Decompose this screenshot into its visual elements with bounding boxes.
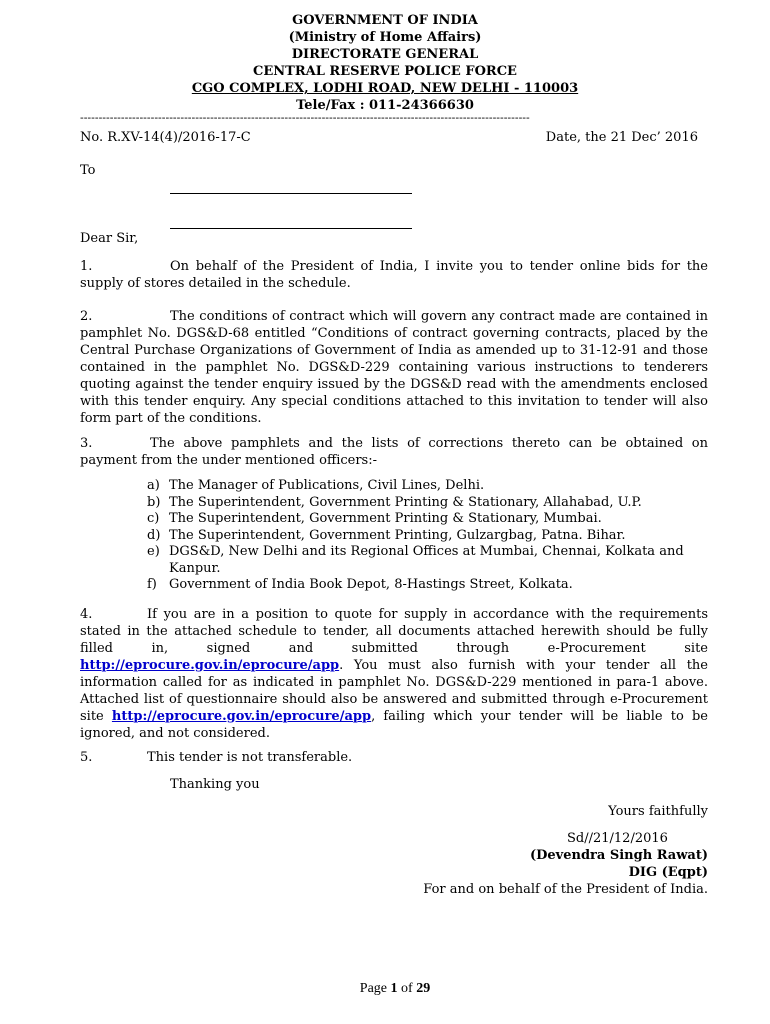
- paragraph-3-text: The above pamphlets and the lists of corrections thereto can be obtained on payment from the under mentioned officers:-: [80, 436, 708, 468]
- header-crpf: CENTRAL RESERVE POLICE FORCE: [253, 64, 517, 79]
- paragraph-4-text-c: , failing which your tender will be liable to be ignored, and not considered.: [80, 709, 708, 741]
- header-government: GOVERNMENT OF INDIA: [292, 13, 478, 28]
- paragraph-4-text-b: . You must also furnish with your tender all the information called for as indicated in pamphlet No. DGS&D-229 mentioned in para-1 above. Attached list of questionnaire should also be answered and submitted through e-Procurement site: [80, 658, 708, 724]
- list-item-text: The Manager of Publications, Civil Lines, Delhi.: [169, 478, 485, 493]
- thanking-you: Thanking you: [170, 777, 260, 792]
- list-item-text: The Superintendent, Government Printing, Gulzargbag, Patna. Bihar.: [169, 527, 626, 543]
- paragraph-2-text: The conditions of contract which will govern any contract made are contained in pamphlet No. DGS&D-68 entitled “Conditions of contract governing contracts, placed by the Central Purchase Organizations of Government of India as amended up to 31-12-91 and those contained in the pamphlet No. DGS&D-229 containing various instructions to tenderers quoting against the tender enquiry issued by the DGS&D read with the amendments enclosed with this tender enquiry. Any special conditions attached to this invitation to tender will also form part of the conditions.: [80, 309, 708, 426]
- addressee-line-2: [170, 228, 412, 229]
- eprocure-link-1[interactable]: http://eprocure.gov.in/eprocure/app: [80, 658, 340, 673]
- paragraph-1-text: On behalf of the President of India, I invite you to tender online bids for the supply of stores detailed in the schedule.: [80, 259, 708, 291]
- officers-list: [147, 478, 708, 594]
- header-separator: -------------------------------------------------------------------------------------------------------------------------: [80, 112, 530, 124]
- list-item: [147, 544, 708, 577]
- paragraph-5-text: This tender is not transferable.: [147, 750, 353, 765]
- addressee-line-1: [170, 193, 412, 194]
- signatory-behalf: For and on behalf of the President of India.: [423, 882, 708, 897]
- paragraph-1: [80, 258, 708, 292]
- list-item-text: DGS&D, New Delhi and its Regional Offices at Mumbai, Chennai, Kolkata and Kanpur.: [169, 544, 684, 576]
- salutation: Dear Sir,: [80, 231, 139, 246]
- paragraph-2: [80, 308, 708, 427]
- list-item: [147, 528, 708, 545]
- footer-of-word: of: [401, 981, 413, 996]
- list-item-text: The Superintendent, Government Printing & Stationary, Allahabad, U.P.: [169, 494, 642, 510]
- list-item-label: b): [147, 494, 161, 510]
- paragraph-4-number: 4.: [80, 607, 93, 622]
- header-directorate: DIRECTORATE GENERAL: [291, 47, 479, 62]
- list-item-text: Government of India Book Depot, 8-Hastings Street, Kolkata.: [169, 577, 573, 592]
- paragraph-2-number: 2.: [80, 309, 93, 324]
- eprocure-link-2[interactable]: http://eprocure.gov.in/eprocure/app: [111, 709, 372, 724]
- list-item: [147, 577, 708, 594]
- header-address: [0, 80, 770, 97]
- paragraph-4-text-a: If you are in a position to quote for supply in accordance with the requirements stated in the attached schedule to tender, all documents attached herewith should be fully filled in, signed and submitted through e-Procurement site: [80, 607, 708, 656]
- footer-total-pages: 29: [416, 981, 431, 996]
- to-label: To: [80, 163, 96, 178]
- signatory-name: (Devendra Singh Rawat): [529, 848, 708, 863]
- footer-page-word: Page: [359, 981, 388, 996]
- reference-number: No. R.XV-14(4)/2016-17-C: [80, 130, 251, 145]
- list-item: [147, 495, 708, 512]
- list-item-text: The Superintendent, Government Printing & Stationary, Mumbai.: [169, 511, 602, 526]
- header-telefax: Tele/Fax : 011-24366630: [296, 98, 474, 113]
- page-footer: [0, 981, 770, 997]
- closing-yours-faithfully: Yours faithfully: [608, 804, 708, 819]
- paragraph-3: [80, 435, 708, 469]
- header-ministry: (Ministry of Home Affairs): [288, 30, 482, 45]
- list-item-label: a): [147, 478, 160, 493]
- signatory-designation: DIG (Eqpt): [628, 865, 708, 880]
- paragraph-3-number: 3.: [80, 436, 93, 451]
- paragraph-1-number: 1.: [80, 259, 93, 274]
- list-item-label: c): [147, 511, 160, 526]
- paragraph-4: [80, 606, 708, 742]
- signature-sd: Sd//21/12/2016: [567, 831, 668, 846]
- list-item: [147, 478, 708, 495]
- list-item-label: e): [147, 544, 160, 559]
- list-item: [147, 511, 708, 528]
- paragraph-5: [80, 750, 352, 765]
- list-item-label: f): [147, 577, 157, 592]
- letter-date: Date, the 21 Dec’ 2016: [545, 130, 698, 145]
- footer-current-page: 1: [390, 981, 398, 996]
- header-address-text: CGO COMPLEX, LODHI ROAD, NEW DELHI - 110003: [191, 81, 579, 96]
- paragraph-5-number: 5.: [80, 750, 93, 765]
- list-item-label: d): [147, 527, 161, 543]
